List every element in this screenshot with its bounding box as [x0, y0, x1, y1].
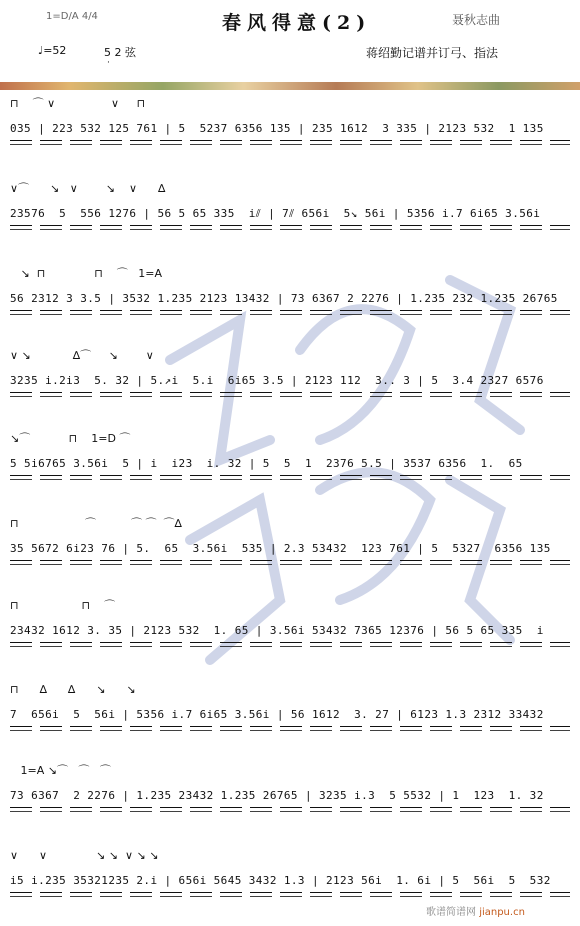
score-line: [10, 433, 570, 491]
underline-beam: [10, 811, 570, 817]
score-line: [10, 183, 570, 241]
string-tuning: 5 2 弦 ·: [104, 46, 136, 68]
bowing-marks: ⊓ ∆ ∆ ↘ ↘: [10, 683, 136, 696]
note-line: 035 | 223 532 125 761 | 5 5237 6356 135 | 235 1612 3 335 | 2123 532 1 135: [10, 122, 544, 135]
underline-beam: [10, 396, 570, 402]
site-footer: [426, 903, 525, 918]
editor-credit: 蒋绍勤记谱并订弓、指法: [366, 46, 499, 60]
underline-beam: [10, 564, 570, 570]
note-line: 7 656i 5 56i | 5356 i.7 6i65 3.56i | 56 1612 3. 27 | 6123 1.3 2312 33432: [10, 708, 544, 721]
score-line: [10, 98, 570, 156]
decorative-band: [0, 82, 580, 90]
score-line: [10, 350, 570, 408]
bowing-marks: ↘ ⊓ ⊓ ⌒ 1=A: [10, 267, 163, 280]
bowing-marks: ⊓ ⌒ ∨ ∨ ⊓: [10, 97, 146, 110]
score-line: [10, 518, 570, 576]
underline-beam: [10, 896, 570, 902]
score-line: [10, 268, 570, 326]
note-line: 35 5672 6i23 76 | 5. 65 3.56i 535 | 2.3 53432 123 761 | 5 5327 6356 135: [10, 542, 551, 555]
note-line: 3235 i.2i3 5. 32 | 5.↗i 5.i 6i65 3.5 | 2123 112 3.. 3 | 5 3.4 2327 6576: [10, 374, 544, 387]
score-line: [10, 600, 570, 658]
bowing-marks: ∨ ↘ ∆⌒ ↘ ∨: [10, 349, 154, 362]
note-line: 56 2312 3 3.5 | 3532 1.235 2123 13432 | 73 6367 2 2276 | 1.235 232 1.235 26765: [10, 292, 558, 305]
score-header: [0, 0, 580, 92]
bowing-marks: ↘⌒ ⊓ 1=D ⌒: [10, 432, 131, 445]
site-url: jianpu.cn: [479, 907, 525, 918]
note-line: 23576 5 556 1276 | 56 5 65 335 i⫽ | 7⫽ 656i 5↘ 56i | 5356 i.7 6i65 3.56i: [10, 207, 541, 220]
underline-beam: [10, 314, 570, 320]
bowing-marks: ∨ ∨ ↘ ↘ ∨ ↘ ↘: [10, 849, 159, 862]
note-line: 5 5i6765 3.56i 5 | i i23 i. 32 | 5 5 1 2376 5.5 | 3537 6356 1. 65: [10, 457, 523, 470]
bowing-marks: ⊓ ⌒ ⌒ ⌒ ⌒∆: [10, 517, 182, 530]
score-line: [10, 850, 570, 908]
underline-beam: [10, 479, 570, 485]
underline-beam: [10, 144, 570, 150]
bowing-marks: ∨⌒ ↘ ∨ ↘ ∨ ∆: [10, 182, 166, 195]
site-name: 歌谱简谱网: [426, 907, 476, 918]
note-line: 73 6367 2 2276 | 1.235 23432 1.235 26765 | 3235 i.3 5 5532 | 1 123 1. 32: [10, 789, 544, 802]
key-signature: 1=D/A 4/4: [46, 11, 98, 22]
score-line: [10, 765, 570, 823]
score-title: 春风得意(2): [222, 12, 372, 34]
bowing-marks: 1=A ↘⌒ ⌒ ⌒: [10, 764, 111, 777]
composer: 聂秋志曲: [452, 13, 501, 27]
underline-beam: [10, 646, 570, 652]
underline-beam: [10, 730, 570, 736]
note-line: i5 i.235 35321235 2.i | 656i 5645 3432 1.3 | 2123 56i 1. 6i | 5 56i 5 532: [10, 874, 551, 887]
note-line: 23432 1612 3. 35 | 2123 532 1. 65 | 3.56i 53432 7365 12376 | 56 5 65 335 i: [10, 624, 544, 637]
underline-beam: [10, 229, 570, 235]
bowing-marks: ⊓ ⊓ ⌒: [10, 599, 116, 612]
tempo-marking: ♩=52: [38, 44, 67, 57]
score-line: [10, 684, 570, 742]
